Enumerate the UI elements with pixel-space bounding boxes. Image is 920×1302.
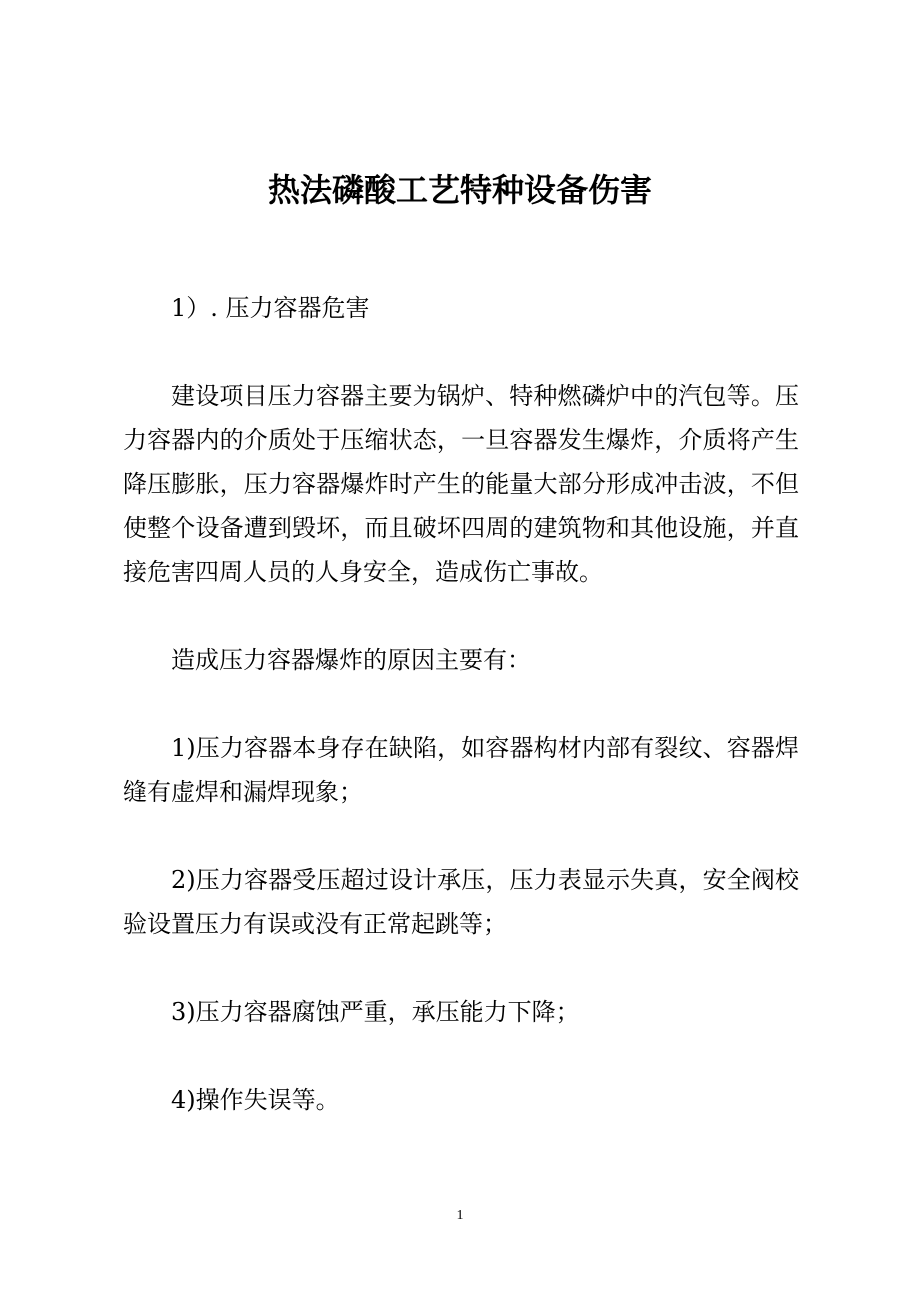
document-title: 热法磷酸工艺特种设备伤害	[267, 171, 652, 209]
cause-item-2: 2)压力容器受压超过设计承压，压力表显示失真，安全阀校验设置压力有误或没有正常起跳等；	[123, 866, 799, 938]
intro-paragraph: 建设项目压力容器主要为锅炉、特种燃磷炉中的汽包等。压力容器内的介质处于压缩状态，一旦容器发生爆炸，介质将产生降压膨胀，压力容器爆炸时产生的能量大部分形成冲击波，不但使整个设备遭到毁坏，而且破坏四周的建筑物和其他设施，并直接危害四周人员的人身安全，造成伤亡事故。	[123, 382, 799, 586]
page-number: 1	[456, 1208, 464, 1223]
section-heading: 1）. 压力容器危害	[171, 294, 370, 322]
cause-item-1: 1)压力容器本身存在缺陷，如容器构材内部有裂纹、容器焊缝有虚焊和漏焊现象；	[123, 734, 799, 806]
causes-heading: 造成压力容器爆炸的原因主要有：	[171, 646, 531, 674]
cause-item-4: 4)操作失误等。	[171, 1086, 340, 1114]
cause-item-3: 3)压力容器腐蚀严重，承压能力下降；	[171, 998, 580, 1026]
